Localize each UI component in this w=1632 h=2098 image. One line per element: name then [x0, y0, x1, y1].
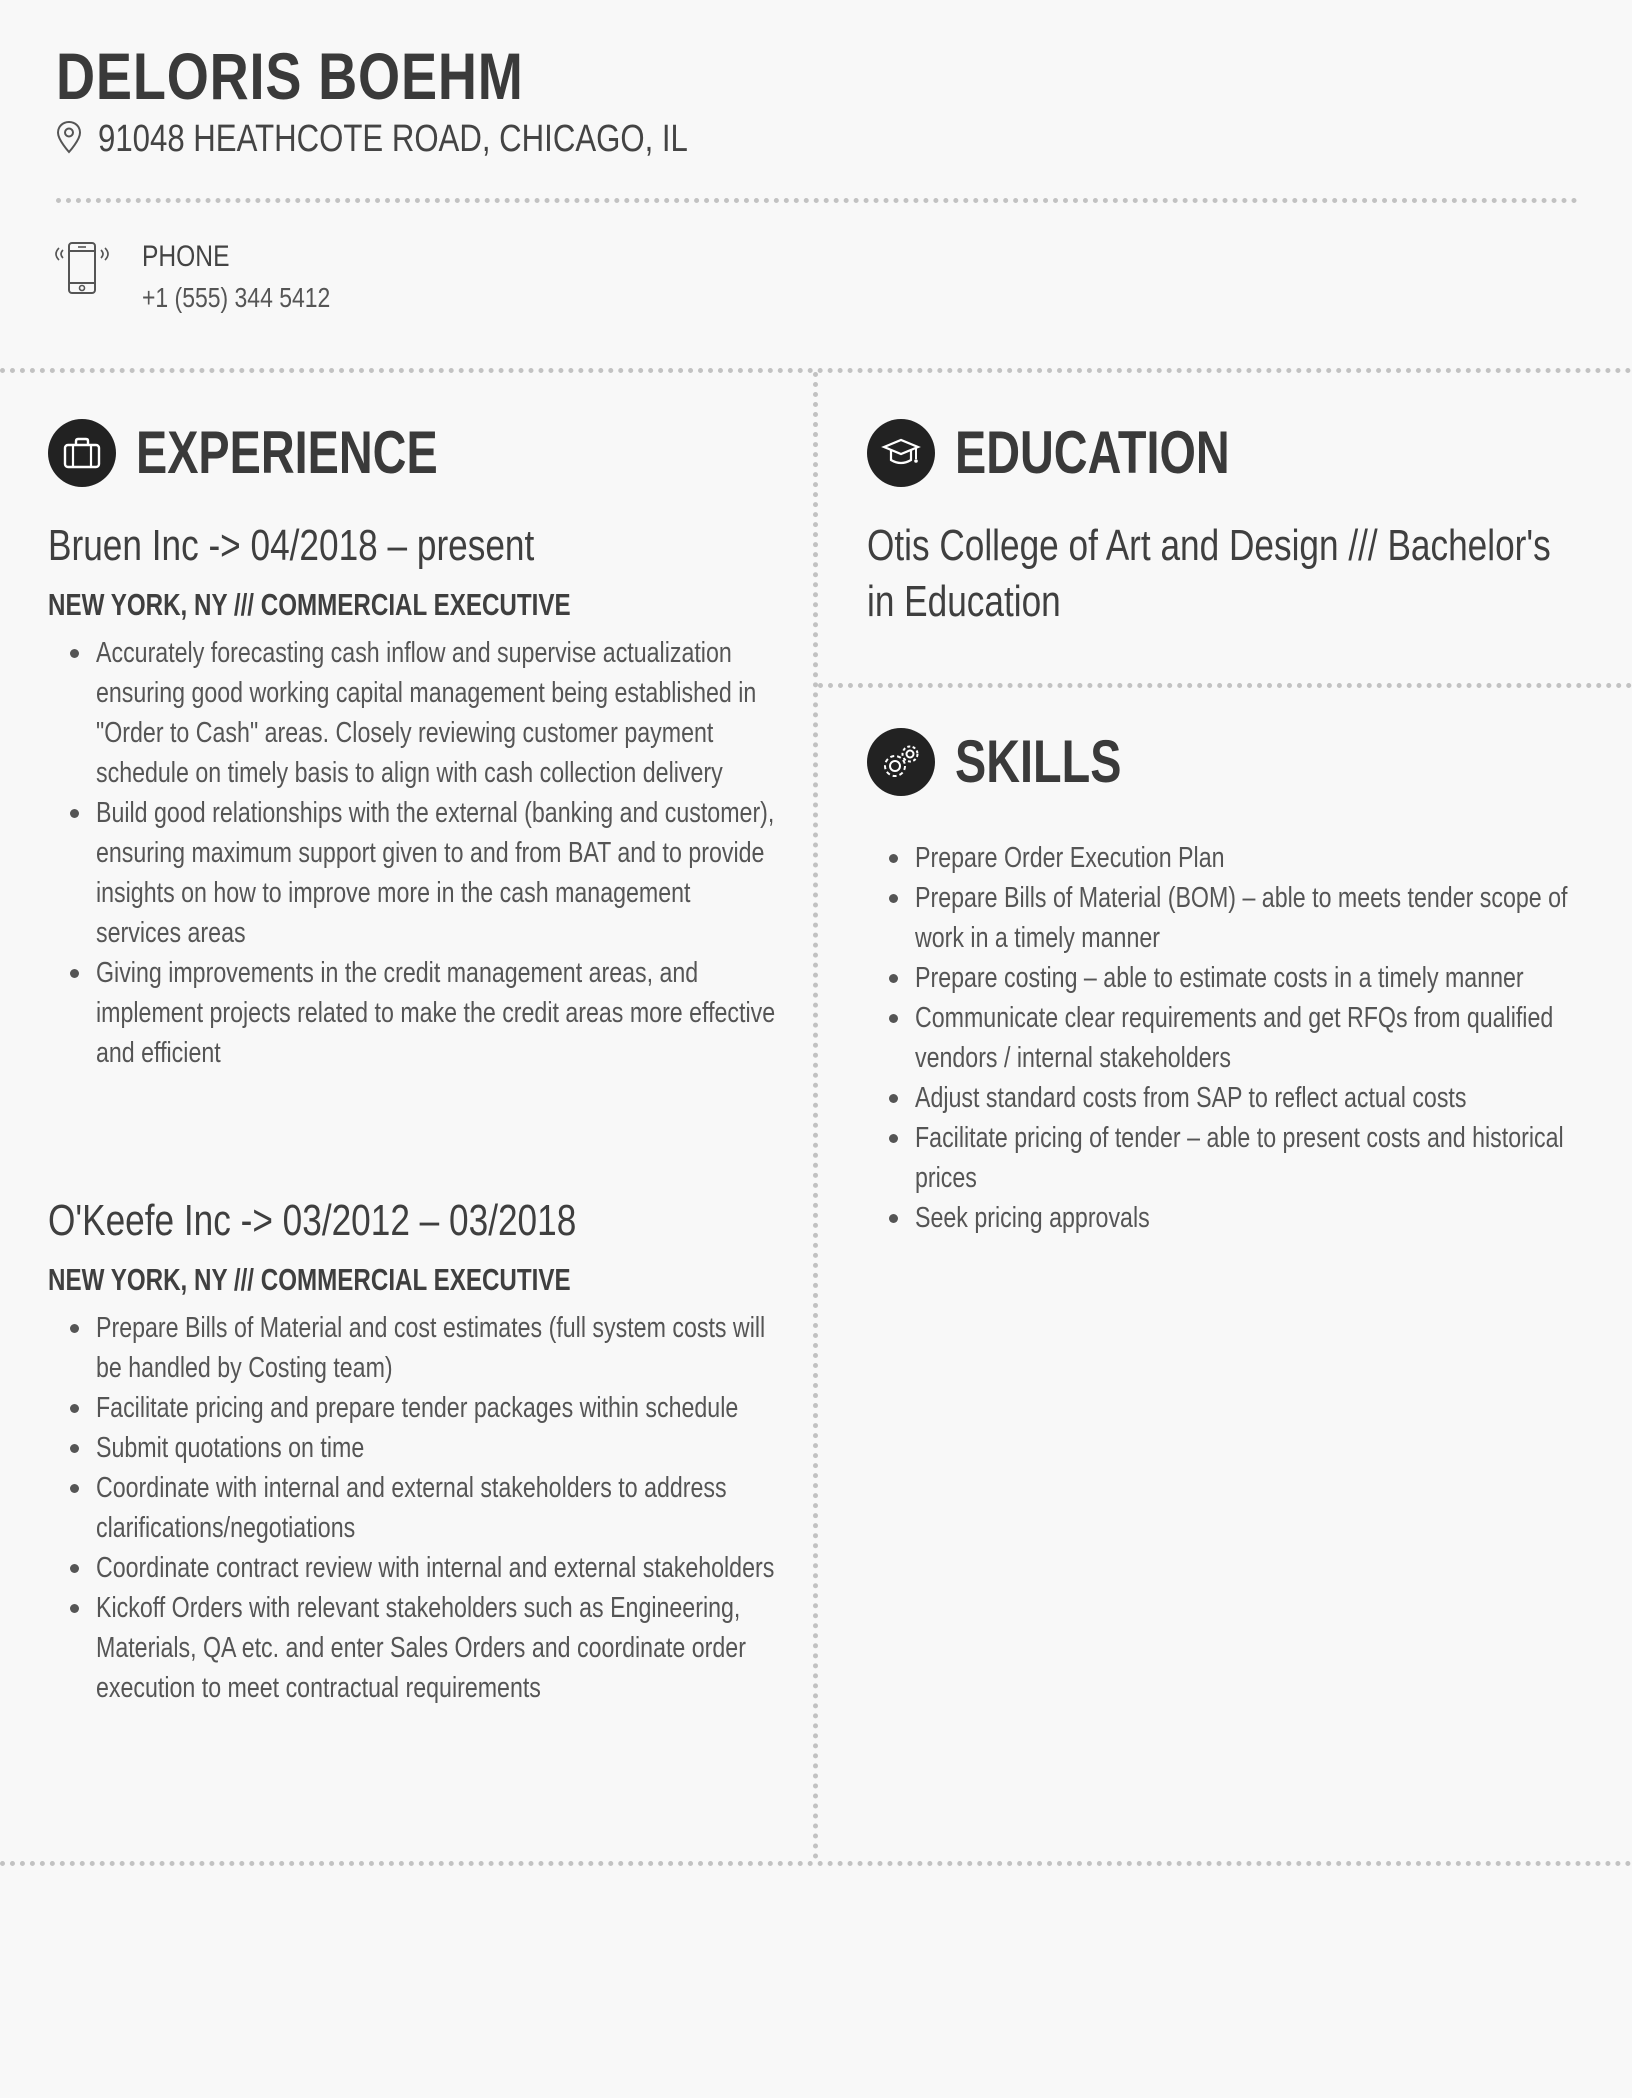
mobile-phone-icon [54, 240, 110, 314]
column-divider [813, 372, 818, 1860]
list-item: Seek pricing approvals [867, 1198, 1587, 1238]
section-title: SKILLS [955, 728, 1122, 795]
divider [56, 198, 1578, 203]
gears-icon [867, 728, 935, 796]
experience-job [48, 520, 778, 1073]
section-title: EXPERIENCE [136, 419, 438, 486]
skills-bullets [867, 838, 1587, 1238]
list-item: Submit quotations on time [48, 1428, 778, 1468]
list-item: Adjust standard costs from SAP to reflect actual costs [867, 1078, 1587, 1118]
divider [818, 683, 1632, 688]
briefcase-icon [48, 419, 116, 487]
list-item: Prepare Bills of Material and cost estimates (full system costs will be handled by Costing team) [48, 1308, 778, 1388]
list-item: Giving improvements in the credit management areas, and implement projects related to make the credit areas more effective and efficient [48, 953, 778, 1073]
list-item: Coordinate contract review with internal and external stakeholders [48, 1548, 778, 1588]
education-header [867, 418, 1307, 487]
list-item: Communicate clear requirements and get RFQs from qualified vendors / internal stakeholders [867, 998, 1587, 1078]
list-item: Facilitate pricing of tender – able to present costs and historical prices [867, 1118, 1587, 1198]
divider [0, 1861, 1632, 1866]
list-item: Build good relationships with the external (banking and customer), ensuring maximum support given to and from BAT and to provide insights on how to improve more in the cash management services areas [48, 793, 778, 953]
phone-number[interactable]: +1 (555) 344 5412 [142, 282, 331, 313]
section-title: EDUCATION [955, 419, 1230, 486]
list-item: Prepare costing – able to estimate costs in a timely manner [867, 958, 1587, 998]
list-item: Kickoff Orders with relevant stakeholders such as Engineering, Materials, QA etc. and enter Sales Orders and coordinate order execution to meet contractual requirements [48, 1588, 778, 1708]
list-item: Coordinate with internal and external stakeholders to address clarifications/negotiations [48, 1468, 778, 1548]
address-row [56, 118, 817, 161]
job-bullets [48, 1308, 778, 1708]
job-heading: Bruen Inc -> 04/2018 – present [48, 521, 535, 570]
phone-label: PHONE [142, 240, 230, 273]
job-bullets [48, 633, 778, 1073]
address-text: 91048 HEATHCOTE ROAD, CHICAGO, IL [98, 118, 688, 160]
job-subheading: NEW YORK, NY /// COMMERCIAL EXECUTIVE [48, 1261, 571, 1297]
skills-header [867, 727, 1168, 796]
phone-contact [54, 240, 372, 314]
education-entry [867, 518, 1587, 630]
skills-list [867, 828, 1587, 1238]
map-pin-icon [56, 120, 82, 159]
list-item: Prepare Order Execution Plan [867, 838, 1587, 878]
candidate-name: DELORIS BOEHM [56, 39, 524, 113]
list-item: Prepare Bills of Material (BOM) – able to meets tender scope of work in a timely manner [867, 878, 1587, 958]
list-item: Facilitate pricing and prepare tender packages within schedule [48, 1388, 778, 1428]
list-item: Accurately forecasting cash inflow and supervise actualization ensuring good working capital management being established in "Order to Cash" areas. Closely reviewing customer payment schedule on timely basis to align with cash collection delivery [48, 633, 778, 793]
experience-header [48, 418, 523, 487]
job-subheading: NEW YORK, NY /// COMMERCIAL EXECUTIVE [48, 586, 571, 622]
experience-job [48, 1195, 778, 1708]
graduation-cap-icon [867, 419, 935, 487]
education-text: Otis College of Art and Design /// Bachelor's in Education [867, 521, 1551, 626]
job-heading: O'Keefe Inc -> 03/2012 – 03/2018 [48, 1196, 577, 1245]
